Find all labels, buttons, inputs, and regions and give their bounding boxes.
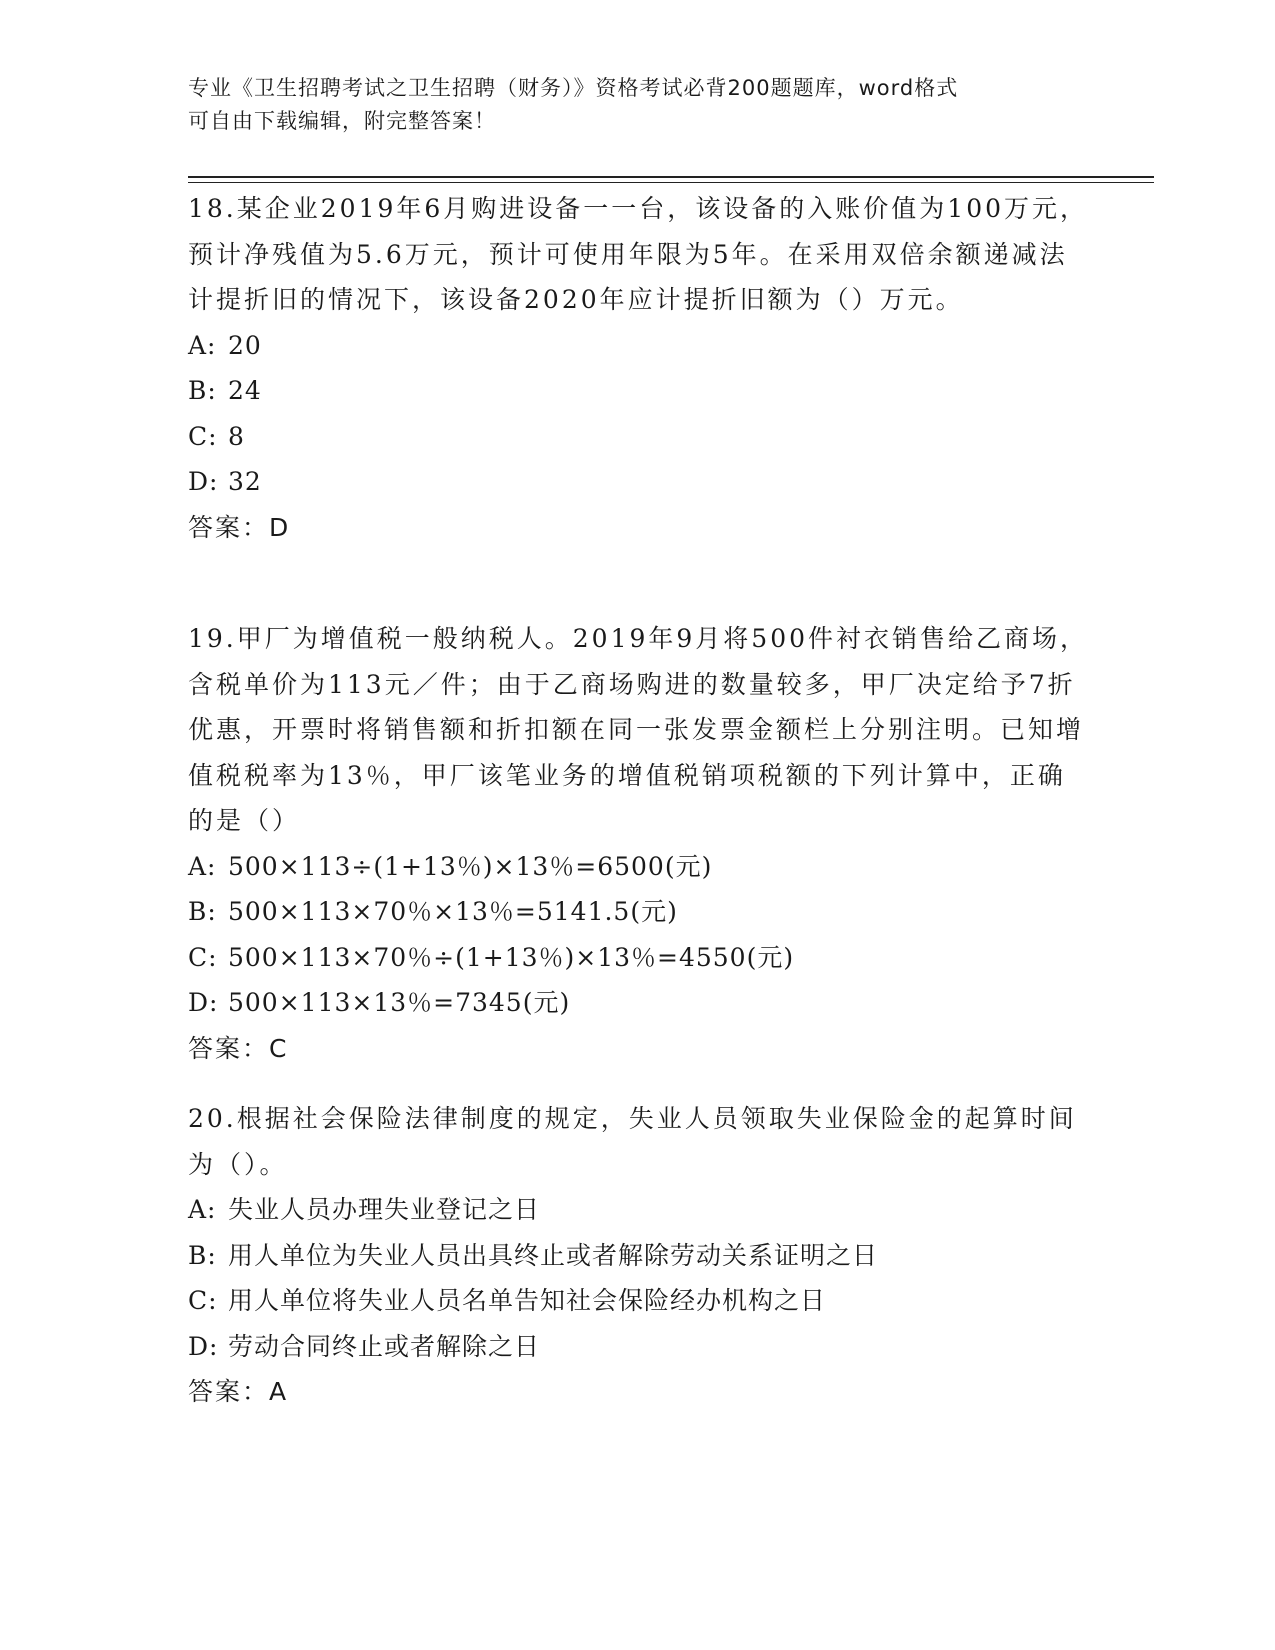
option-a: A: 500×113÷(1+13％)×13％=6500(元) bbox=[188, 851, 713, 881]
question-text: 20.根据社会保险法律制度的规定，失业人员领取失业保险金的起算时间为（）。 bbox=[188, 1104, 1077, 1179]
option-a: A: 失业人员办理失业登记之日 bbox=[188, 1195, 541, 1224]
option-c: C: 8 bbox=[188, 421, 245, 451]
option-b: B: 24 bbox=[188, 376, 262, 405]
option-c: C: 用人单位将失业人员名单告知社会保险经办机构之日 bbox=[188, 1286, 827, 1315]
question-text: 18.某企业2019年6月购进设备一一台，该设备的入账价值为100万元，预计净残值为5.6万元，预计可使用年限为5年。在采用双倍余额递减法计提折旧的情况下，该设备2020年应计提折旧额为（）万元。 bbox=[188, 194, 1089, 314]
question-text: 19.甲厂为增值税一般纳税人。2019年9月将500件衬衣销售给乙商场，含税单价为113元／件；由于乙商场购进的数量较多，甲厂决定给予7折优惠，开票时将销售额和折扣额在同一张发票金额栏上分别注明。已知增值税税率为13％，甲厂该笔业务的增值税销项税额的下列计算中，正确的是（） bbox=[188, 624, 1089, 835]
option-d: D: 32 bbox=[188, 467, 262, 496]
option-c: C: 500×113×70％÷(1+13％)×13％=4550(元) bbox=[188, 942, 795, 972]
option-d: D: 劳动合同终止或者解除之日 bbox=[188, 1331, 541, 1361]
document-header bbox=[188, 72, 1068, 138]
header-line-2: 可自由下载编辑，附完整答案！ bbox=[188, 109, 496, 133]
answer: 答案：A bbox=[188, 1377, 289, 1406]
header-divider-thin bbox=[188, 182, 1154, 183]
question-19 bbox=[188, 616, 1088, 1071]
answer: 答案：C bbox=[188, 1033, 289, 1063]
question-20 bbox=[188, 1096, 1088, 1415]
option-a: A: 20 bbox=[188, 330, 262, 360]
option-d: D: 500×113×13％=7345(元) bbox=[188, 988, 571, 1017]
option-b: B: 用人单位为失业人员出具终止或者解除劳动关系证明之日 bbox=[188, 1240, 879, 1270]
option-b: B: 500×113×70％×13％=5141.5(元) bbox=[188, 897, 678, 926]
answer: 答案：D bbox=[188, 512, 291, 542]
header-divider-thick bbox=[188, 176, 1154, 178]
question-18 bbox=[188, 186, 1088, 550]
header-line-1: 专业《卫生招聘考试之卫生招聘（财务）》资格考试必背200题题库，word格式 bbox=[188, 76, 959, 100]
